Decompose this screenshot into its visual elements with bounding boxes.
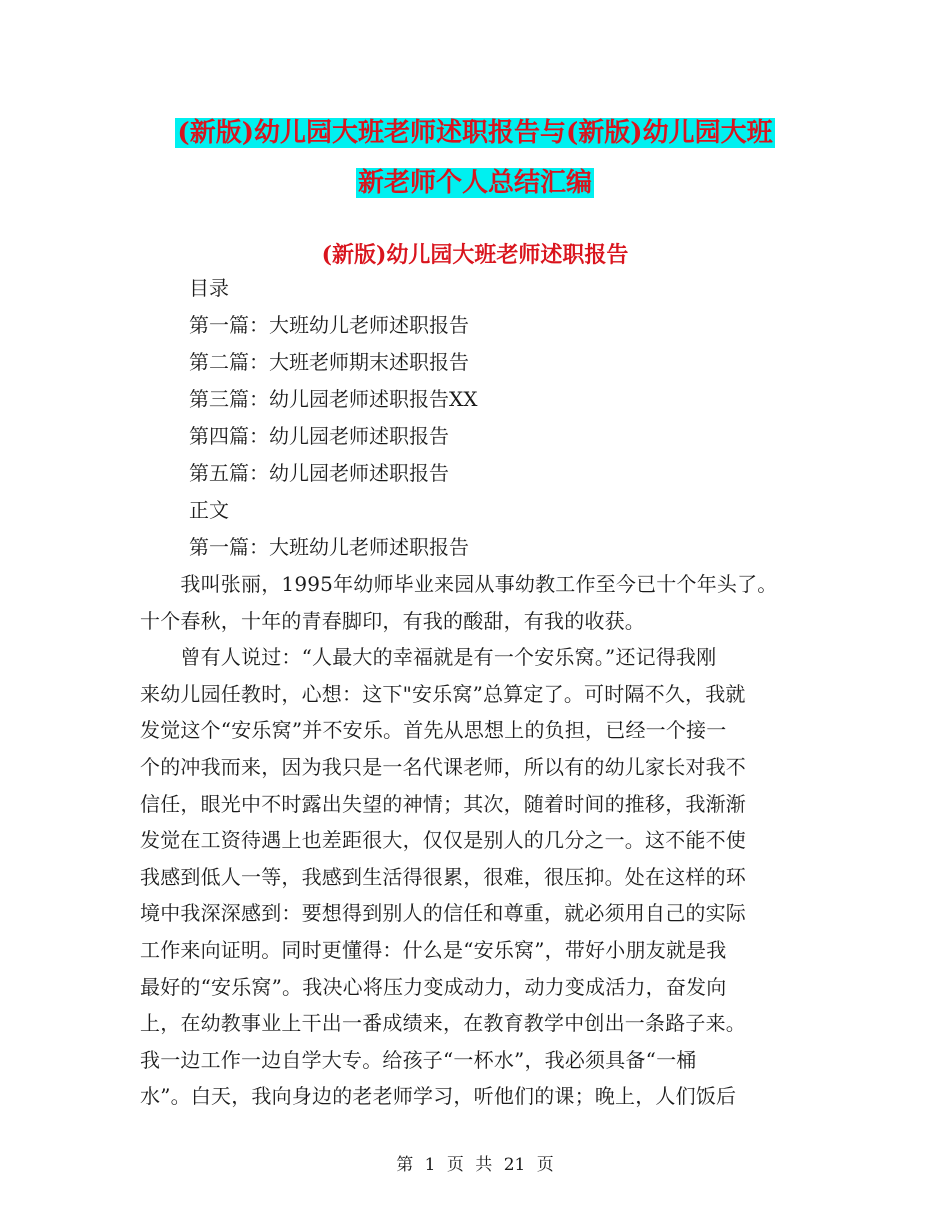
body-line: 发觉在工资待遇上也差距很大，仅仅是别人的几分之一。这不能不使 <box>140 828 746 853</box>
title-line-2: 新老师个人总结汇编 <box>357 168 592 198</box>
document-title <box>140 108 810 208</box>
body-line: 境中我深深感到：要想得到别人的信任和尊重，就必须用自己的实际 <box>140 901 746 926</box>
toc-line: 第二篇：大班老师期末述职报告 <box>189 350 469 374</box>
body-line: 我一边工作一边自学大专。给孩子“一杯水”，我必须具备“一桶 <box>140 1047 697 1072</box>
body-line: 我叫张丽，1995年幼师毕业来园从事幼教工作至今已十个年头了。 <box>140 572 778 596</box>
body-line: 个的冲我而来，因为我只是一名代课老师，所以有的幼儿家长对我不 <box>140 754 746 779</box>
body-line: 曾有人说过：“人最大的幸福就是有一个安乐窝。”还记得我刚 <box>140 645 717 670</box>
body-line: 发觉这个“安乐窝”并不安乐。首先从思想上的负担，已经一个接一 <box>140 718 727 743</box>
body-line: 工作来向证明。同时更懂得：什么是“安乐窝”，带好小朋友就是我 <box>140 937 727 962</box>
body-line: 来幼儿园任教时，心想：这下"安乐窝”总算定了。可时隔不久，我就 <box>140 681 746 706</box>
toc-line: 第五篇：幼儿园老师述职报告 <box>189 461 449 485</box>
toc-line: 正文 <box>189 498 229 522</box>
toc-line: 第三篇：幼儿园老师述职报告XX <box>189 387 478 411</box>
body-line: 十个春秋，十年的青春脚印，有我的酸甜，有我的收获。 <box>140 608 645 633</box>
body-text <box>140 566 810 1115</box>
toc-line: 目录 <box>189 276 229 300</box>
body-line: 最好的“安乐窝”。我决心将压力变成动力，动力变成活力，奋发向 <box>140 974 727 999</box>
toc-line: 第一篇：大班幼儿老师述职报告 <box>189 313 469 337</box>
body-line: 信任，眼光中不时露出失望的神情；其次，随着时间的推移，我渐渐 <box>140 791 746 816</box>
title-line-1: (新版)幼儿园大班老师述职报告与(新版)幼儿园大班 <box>177 118 773 148</box>
toc-line: 第四篇：幼儿园老师述职报告 <box>189 424 449 448</box>
page-footer: 第 1 页 共 21 页 <box>396 1155 554 1175</box>
body-line: 水”。白天，我向身边的老老师学习，听他们的课；晚上，人们饭后 <box>140 1084 737 1109</box>
section-title: (新版)幼儿园大班老师述职报告 <box>321 242 629 268</box>
toc-line: 第一篇：大班幼儿老师述职报告 <box>189 535 469 559</box>
table-of-contents <box>189 270 809 566</box>
body-line: 我感到低人一等，我感到生活得很累，很难，很压抑。处在这样的环 <box>140 864 746 889</box>
body-line: 上，在幼教事业上干出一番成绩来，在教育教学中创出一条路子来。 <box>140 1011 746 1036</box>
